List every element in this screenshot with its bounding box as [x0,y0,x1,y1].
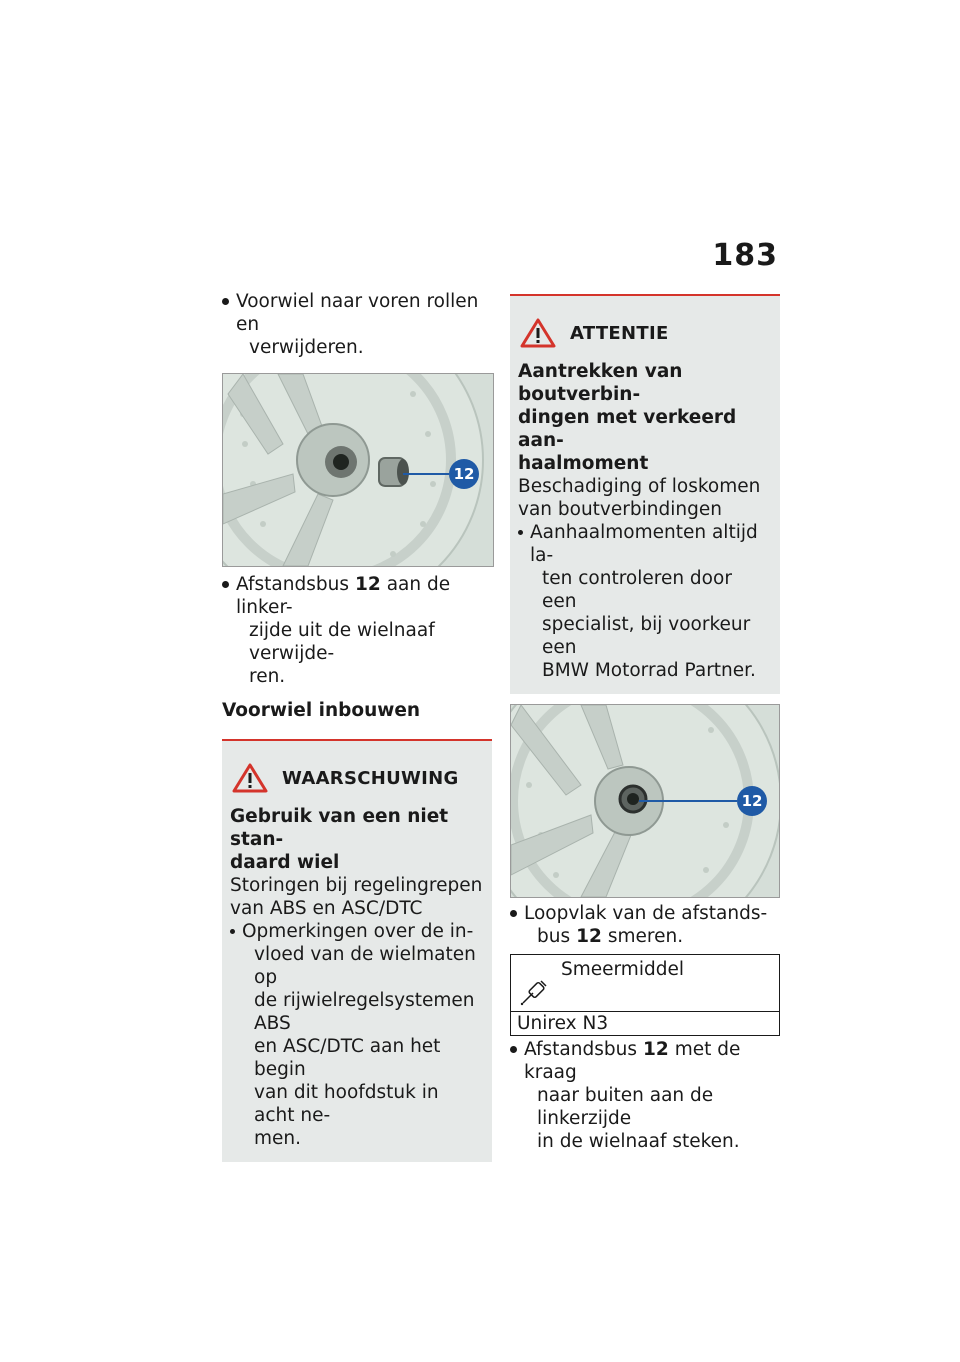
attention-instruction-line: specialist, bij voorkeur een [542,614,751,658]
lubricant-header [511,955,779,1012]
attention-title-line: dingen met verkeerd aan- [518,407,737,451]
section-heading: Voorwiel inbouwen [222,700,421,721]
warning-box [222,739,492,1162]
step-text: bus [537,926,571,947]
right-column [510,294,780,1153]
lubricant-gun-icon [519,977,549,1007]
step-text: Afstandsbus [236,574,349,595]
step-text: in de wielnaaf steken. [537,1131,740,1152]
warning-label: WAARSCHUWING [282,767,459,789]
attention-instruction [518,521,772,682]
step-remove-wheel [222,290,492,359]
attention-body [518,475,772,521]
attention-title-line: Aantrekken van boutverbin- [518,361,683,405]
warning-instruction [230,920,484,1150]
bullet-icon [230,929,235,934]
reference-number: 12 [354,574,381,595]
attention-title-line: haalmoment [518,453,649,474]
step-text: Afstandsbus [524,1039,637,1060]
warning-body-line: van ABS en ASC/DTC [230,898,423,919]
step-grease-spacer [510,902,780,948]
reference-number: 12 [576,926,602,947]
warning-instruction-line: de rijwielregelsystemen ABS [254,990,475,1034]
warning-body [230,874,484,920]
attention-label: ATTENTIE [570,322,669,344]
warning-body-line: Storingen bij regelingrepen [230,875,483,896]
callout-12-badge: 12 [737,786,767,816]
step-text: zijde uit de wielnaaf verwijde- [249,620,435,664]
step-text: Loopvlak van de afstands- [524,903,768,924]
step-insert-spacer [510,1038,780,1153]
reference-number: 12 [642,1039,669,1060]
bullet-icon [510,910,517,917]
step-remove-spacer [222,573,492,688]
attention-instruction-line: ten controleren door een [542,568,732,612]
bullet-icon [222,298,229,305]
attention-box [510,294,780,694]
bullet-icon [518,530,523,535]
warning-title [230,805,484,874]
warning-instruction-line: en ASC/DTC aan het begin [254,1036,441,1080]
bullet-icon [510,1046,517,1053]
left-column [222,290,492,1162]
warning-instruction-line: vloed van de wielmaten op [254,944,476,988]
warning-instruction-line: men. [254,1128,302,1149]
lubricant-label: Smeermiddel [561,959,684,980]
lubricant-table [510,954,780,1036]
callout-12-badge: 12 [449,459,479,489]
warning-title-line: Gebruik van een niet stan- [230,806,449,850]
attention-title [518,360,772,475]
warning-instruction-line: van dit hoofdstuk in acht ne- [254,1082,439,1126]
warning-title-line: daard wiel [230,852,340,873]
step-text: verwijderen. [249,337,364,358]
warning-instruction-line: Opmerkingen over de in- [242,921,474,942]
step-text: smeren. [607,926,684,947]
attention-instruction-line: BMW Motorrad Partner. [542,660,756,681]
step-text: aan de linker- [236,574,451,618]
warning-triangle-icon [520,318,556,348]
figure-spacer-install [510,704,780,898]
step-text: ren. [249,666,286,687]
attention-body-line: Beschadiging of loskomen [518,476,761,497]
attention-body-line: van boutverbindingen [518,499,722,520]
page-number: 183 [712,238,778,273]
bullet-icon [222,581,229,588]
attention-instruction-line: Aanhaalmomenten altijd la- [530,522,758,566]
step-text: naar buiten aan de linkerzijde [537,1085,714,1129]
lubricant-value: Unirex N3 [517,1013,609,1034]
step-text: Voorwiel naar voren rollen en [236,291,479,335]
figure-spacer-removal [222,373,494,567]
step-text: met de kraag [524,1039,741,1083]
warning-triangle-icon [232,763,268,793]
